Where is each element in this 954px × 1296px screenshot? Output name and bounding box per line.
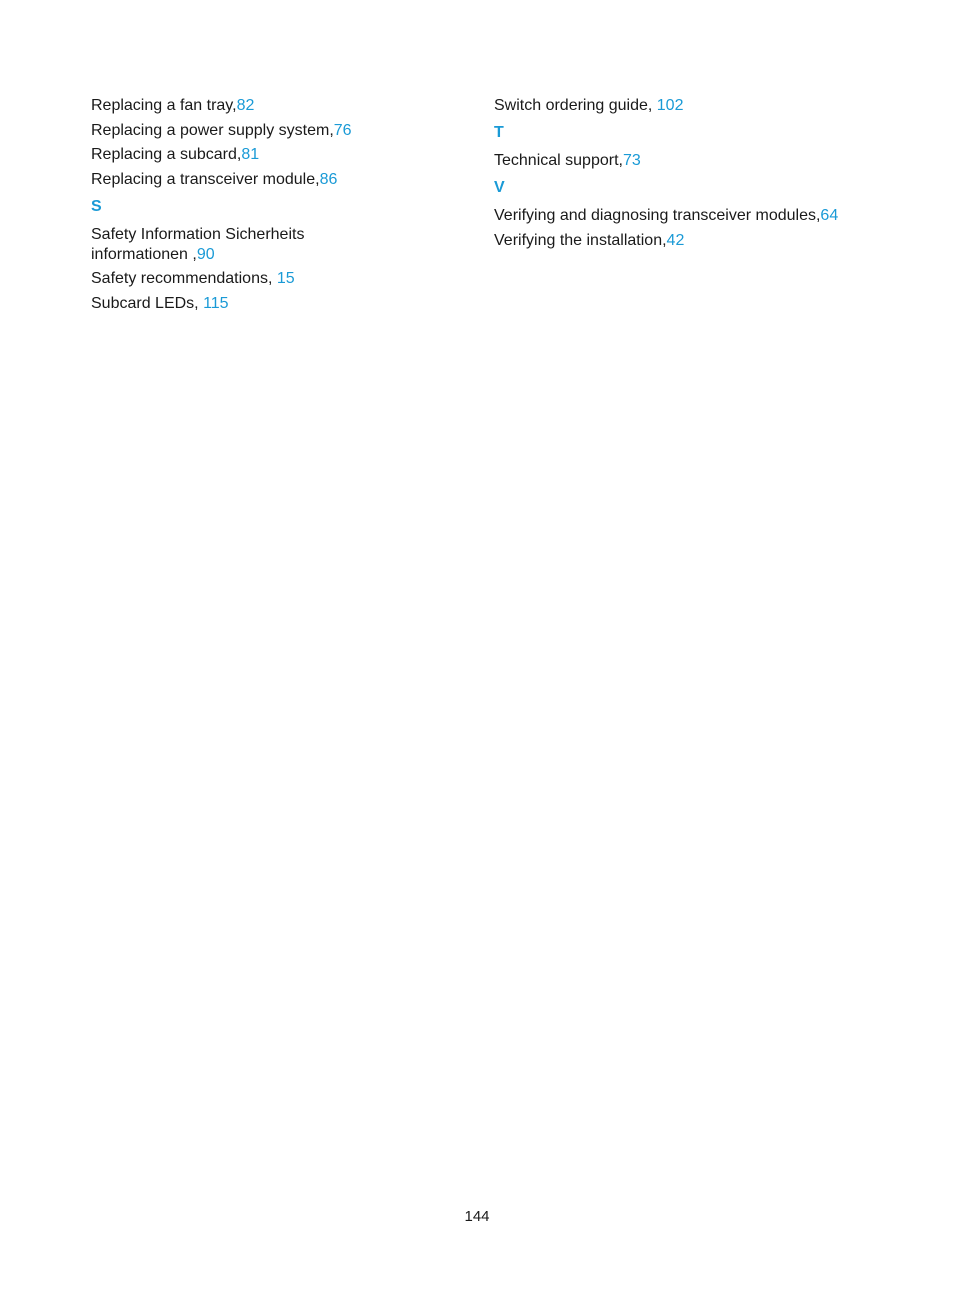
index-entry-technical-support xyxy=(494,151,874,171)
page-link[interactable]: 81 xyxy=(241,146,260,163)
page-link[interactable]: 15 xyxy=(276,270,295,287)
section-letter-s: S xyxy=(91,197,102,215)
entry-text: Replacing a fan tray, xyxy=(91,97,237,114)
entry-text: Replacing a power supply system, xyxy=(91,121,334,139)
index-entry-switch-ordering-guide xyxy=(494,96,874,116)
index-entry-replacing-power-supply xyxy=(91,121,411,141)
index-entry-replacing-subcard xyxy=(91,145,411,165)
entry-text: Technical support, xyxy=(494,152,623,169)
page-link[interactable]: 115 xyxy=(203,294,229,312)
entry-text: Safety recommendations, xyxy=(91,270,273,287)
index-column-left xyxy=(91,96,411,318)
index-entry-replacing-transceiver xyxy=(91,170,411,190)
entry-text: Safety Information Sicherheits informationen , xyxy=(91,225,305,263)
section-letter-v: V xyxy=(494,179,505,196)
page-link[interactable]: 76 xyxy=(333,121,352,139)
page-link[interactable]: 42 xyxy=(666,231,685,249)
page-link[interactable]: 86 xyxy=(319,170,338,188)
index-entry-verifying-installation xyxy=(494,231,874,251)
section-letter-t: T xyxy=(494,124,504,141)
index-entry-replacing-fan-tray xyxy=(91,96,411,116)
page-link[interactable]: 73 xyxy=(622,152,641,169)
entry-text: Subcard LEDs, xyxy=(91,294,199,312)
page-link[interactable]: 102 xyxy=(656,97,684,114)
page-number: 144 xyxy=(464,1208,490,1225)
index-entry-verifying-diagnosing xyxy=(494,206,874,226)
page-link[interactable]: 90 xyxy=(196,245,215,263)
index-column-right xyxy=(494,96,874,255)
page-link[interactable]: 82 xyxy=(236,97,255,114)
index-entry-safety-recommendations xyxy=(91,269,411,289)
entry-text: Switch ordering guide, xyxy=(494,97,653,114)
index-entry-safety-information xyxy=(91,225,401,265)
entry-text: Replacing a subcard, xyxy=(91,146,242,163)
page-link[interactable]: 64 xyxy=(820,207,839,224)
entry-text: Verifying and diagnosing transceiver modules, xyxy=(494,207,821,224)
entry-text: Replacing a transceiver module, xyxy=(91,170,320,188)
entry-text: Verifying the installation, xyxy=(494,231,667,249)
index-entry-subcard-leds xyxy=(91,294,411,314)
